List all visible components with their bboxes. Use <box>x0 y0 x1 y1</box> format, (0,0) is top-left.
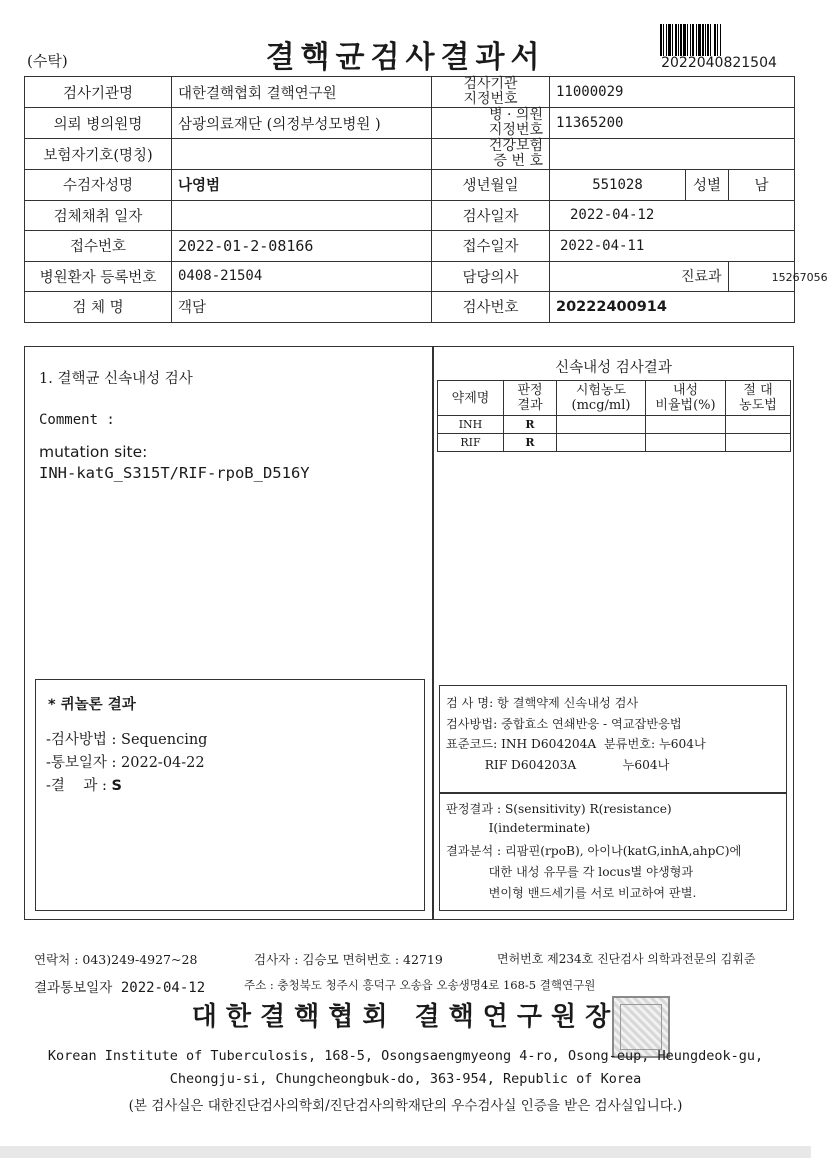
english-address-line-1: Korean Institute of Tuberculosis, 168-5, Osongsaengmyeong 4-ro, Osong-eup, Heungdeok-gu, <box>47 1048 764 1064</box>
english-address-line-2: Cheongju-si, Chungcheongbuk-do, 363-954, Republic of Korea <box>169 1071 642 1087</box>
table-row <box>438 434 791 452</box>
barcode-number: 2022040821504 <box>661 55 777 71</box>
test-number-label: 검사번호 <box>432 292 550 323</box>
susc-header-1: 판정 결과 <box>504 381 557 416</box>
health-id-value <box>550 139 795 170</box>
barcode-image <box>660 24 778 56</box>
method-lines-line: RIF D604203A 누604나 <box>446 757 670 772</box>
certification-note: (본 검사실은 대한진단검사의학회/진단검사의학재단의 우수검사실 인증을 받은 검사실입니다.) <box>128 1098 683 1114</box>
comment-label: Comment : <box>39 412 115 428</box>
rapid-test-panel <box>24 346 433 920</box>
registration-number-label: 병원환자 등록번호 <box>25 261 172 292</box>
interpretation-box <box>439 793 787 911</box>
method-lines-line: 검 사 명: 항 결핵약제 신속내성 검사 <box>446 696 639 710</box>
dob-value: 551028 <box>550 170 686 201</box>
hospital-code-label: 병 · 의원 지정번호 <box>432 108 550 139</box>
patient-info-table <box>24 76 828 323</box>
copy-tag: (수탁) <box>27 52 68 70</box>
susc-cell <box>646 434 726 452</box>
receipt-number-label: 접수번호 <box>25 231 172 262</box>
susc-header-4: 절 대 농도법 <box>726 381 791 416</box>
insurance-value <box>172 139 432 170</box>
susc-header-2: 시험농도 (mcg/ml) <box>557 381 646 416</box>
section-title: 1. 결핵균 신속내성 검사 <box>39 371 193 387</box>
receipt-date-label: 접수일자 <box>432 231 550 262</box>
susc-cell: RIF <box>438 434 504 452</box>
quinolone-title: * 퀴놀론 결과 <box>48 697 136 713</box>
doctor-label: 담당의사 <box>432 261 550 292</box>
method-lines-line: 검사방법: 중합효소 연쇄반응 - 역교잡반응법 <box>446 716 682 731</box>
judge-lines-line: 판정결과 : S(sensitivity) R(resistance) <box>446 802 672 816</box>
institution-code-label: 검사기관 지정번호 <box>432 77 550 108</box>
susc-cell <box>726 416 791 434</box>
susceptibility-table <box>437 380 791 452</box>
susc-cell: R <box>504 416 557 434</box>
examiner-info: 검사자 : 김승모 면허번호 : 42719 <box>254 952 443 967</box>
method-info-box <box>439 685 787 793</box>
patient-name-value: 나영범 <box>172 170 432 201</box>
license-info: 면허번호 제234호 진단검사 의학과전문의 김휘준 <box>497 952 756 966</box>
collection-date-label: 검체채취 일자 <box>25 200 172 231</box>
institution-code-value: 11000029 <box>550 77 795 108</box>
quinolone-result: -결 과 : S <box>46 778 122 794</box>
address: 주소 : 충청북도 청주시 흥덕구 오송읍 오송생명4로 168-5 결핵연구원 <box>244 978 596 992</box>
judge-lines-line: 변이형 밴드세기를 서로 비교하여 판별. <box>446 886 697 900</box>
susceptibility-title: 신속내성 검사결과 <box>555 360 672 376</box>
document-title: 결핵균검사결과서 <box>265 40 546 75</box>
table-row <box>438 416 791 434</box>
patient-name-label: 수검자성명 <box>25 170 172 201</box>
receipt-number-value: 2022-01-2-08166 <box>172 231 432 262</box>
quinolone-notify-date: -통보일자 : 2022-04-22 <box>46 755 205 771</box>
susc-cell: R <box>504 434 557 452</box>
hospital-value: 삼광의료재단 (의정부성모병원 ) <box>172 108 432 139</box>
contact-info: 연락처 : 043)249-4927~28 <box>34 952 198 967</box>
sex-label: 성별 <box>686 170 729 201</box>
susc-cell <box>646 416 726 434</box>
susc-header-3: 내성 비율법(%) <box>646 381 726 416</box>
specimen-label: 검 체 명 <box>25 292 172 323</box>
quinolone-method: -검사방법 : Sequencing <box>46 732 208 748</box>
susceptibility-panel <box>433 346 794 920</box>
specimen-value: 객담 <box>172 292 432 323</box>
hospital-code-value: 11365200 <box>550 108 795 139</box>
department-cell <box>681 261 828 292</box>
hospital-label: 의뢰 병의원명 <box>25 108 172 139</box>
susc-header-0: 약제명 <box>438 381 504 416</box>
receipt-date-value: 2022-04-11 <box>550 231 795 262</box>
mutation-value: INH-katG_S315T/RIF-rpoB_D516Y <box>39 464 310 482</box>
sex-value: 남 <box>729 170 795 201</box>
test-date-value: 2022-04-12 <box>550 200 795 231</box>
quinolone-result-value: S <box>111 778 122 794</box>
institution-label: 검사기관명 <box>25 77 172 108</box>
test-number-value: 20222400914 <box>550 292 795 323</box>
susc-cell: INH <box>438 416 504 434</box>
judge-lines-line: 대한 내성 유무를 각 locus별 야생형과 <box>446 865 694 879</box>
registration-number-value: 0408-21504 <box>172 261 432 292</box>
department-label: 진료과 <box>681 269 722 286</box>
test-date-label: 검사일자 <box>432 200 550 231</box>
judge-lines-line: 결과분석 : 리팜핀(rpoB), 아이나(katG,inhA,ahpC)에 <box>446 844 742 858</box>
notify-date: 결과통보일자 2022-04-12 <box>34 980 206 996</box>
mutation-label: mutation site: <box>39 443 148 461</box>
susc-cell <box>557 434 646 452</box>
insurance-label: 보험자기호(명칭) <box>25 139 172 170</box>
susc-cell <box>726 434 791 452</box>
dob-label: 생년월일 <box>432 170 550 201</box>
method-lines-line: 표준코드: INH D604204A 분류번호: 누604나 <box>446 737 706 751</box>
institution-value: 대한결핵협회 결핵연구원 <box>172 77 432 108</box>
susc-cell <box>557 416 646 434</box>
organization-name: 대한결핵협회 결핵연구원장 <box>191 1002 620 1032</box>
quinolone-box <box>35 679 425 911</box>
department-value: 15267056 <box>771 271 828 285</box>
health-id-label: 건강보험 증 번 호 <box>432 139 550 170</box>
judge-lines-line: I(indeterminate) <box>446 821 591 835</box>
collection-date-value <box>172 200 432 231</box>
bottom-margin <box>0 1146 811 1158</box>
